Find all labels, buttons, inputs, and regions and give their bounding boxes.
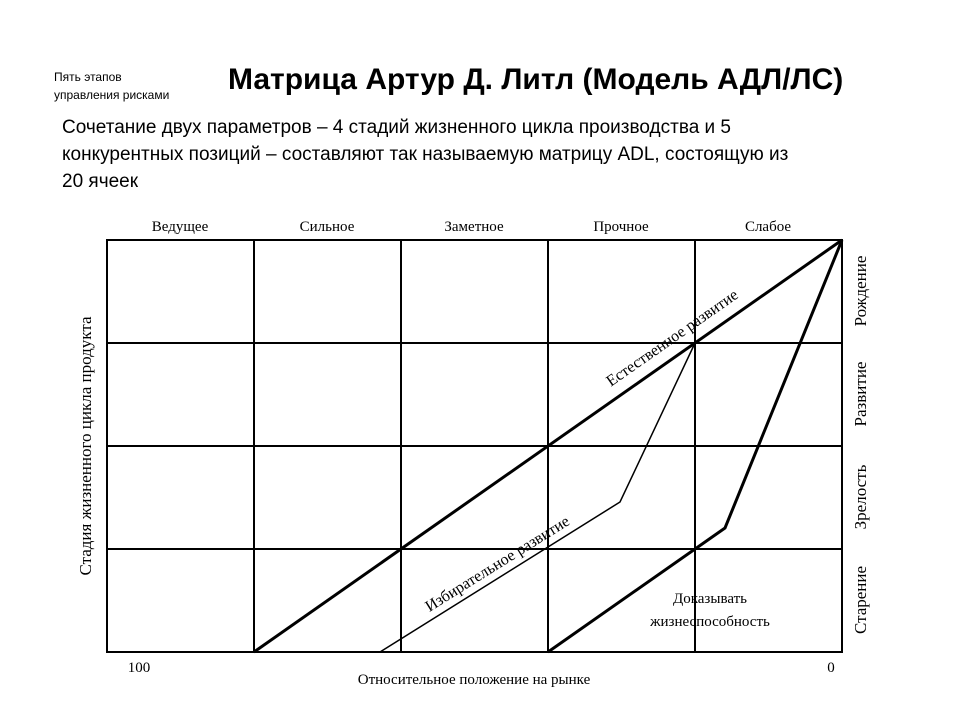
natural-development-label: Естественное развитие: [603, 286, 742, 391]
selective-development-label: Избирательное развитие: [422, 512, 573, 616]
stage-label-2: Развитие: [851, 361, 870, 427]
y-axis-label: Стадия жизненного цикла продукта: [76, 316, 95, 576]
column-header-4: Прочное: [593, 219, 649, 235]
description-line-2: конкурентных позиций – составляют так называемую матрицу ADL, состоящую из: [62, 144, 789, 165]
x-axis-min-label: 100: [127, 660, 151, 676]
stage-label-3: Зрелость: [851, 464, 870, 530]
description-line-1: Сочетание двух параметров – 4 стадий жизненного цикла производства и 5: [62, 117, 731, 138]
prove-viability-label-line-2: жизнеспособность: [650, 614, 770, 630]
column-header-1: Ведущее: [151, 219, 209, 235]
subtitle-line-2: управления рисками: [54, 88, 170, 102]
column-header-5: Слабое: [744, 219, 792, 235]
prove-viability-label-line-1: Доказывать: [672, 591, 748, 607]
x-axis-max-label: 0: [827, 660, 835, 676]
stage-label-4: Старение: [851, 565, 870, 635]
slide-title: Матрица Артур Д. Литл (Модель АДЛ/ЛС): [228, 63, 844, 96]
column-header-3: Заметное: [444, 219, 504, 235]
description-line-3: 20 ячеек: [62, 171, 139, 192]
column-header-2: Сильное: [299, 219, 355, 235]
stage-label-1: Рождение: [851, 255, 870, 327]
x-axis-label: Относительное положение на рынке: [357, 672, 591, 688]
subtitle-line-1: Пять этапов: [54, 70, 122, 84]
